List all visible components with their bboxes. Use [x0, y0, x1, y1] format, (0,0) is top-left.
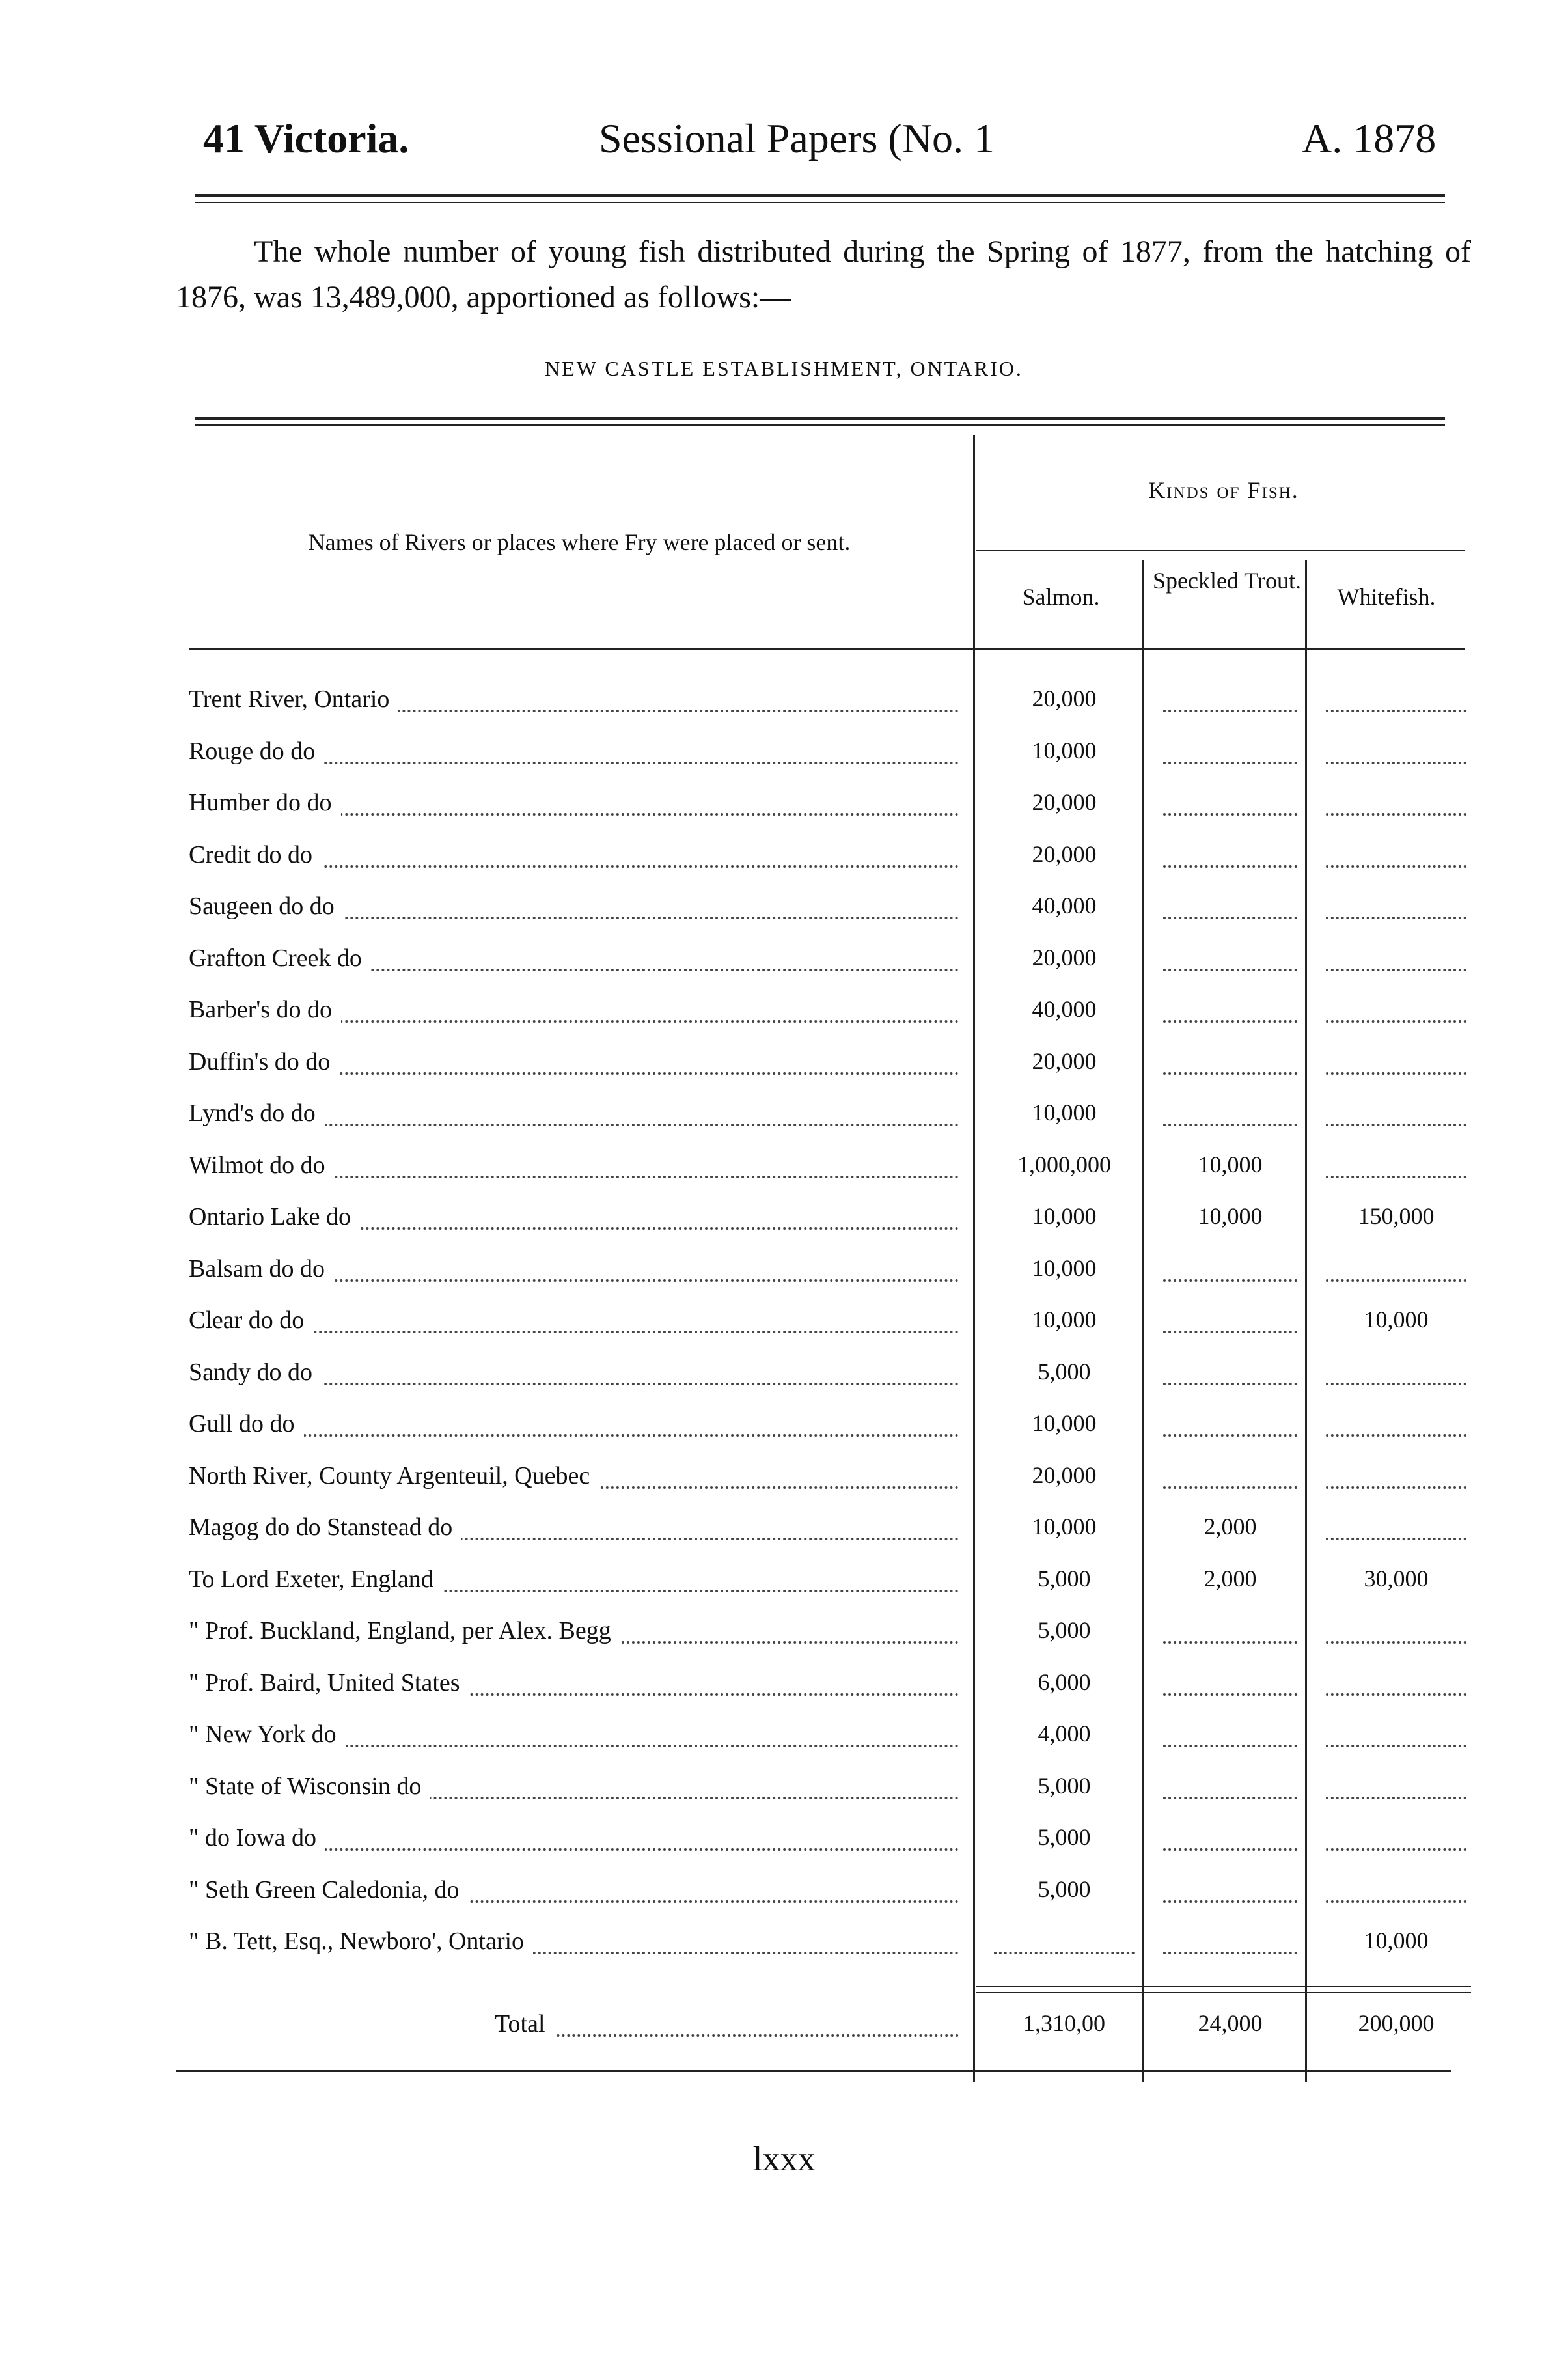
names-column-header: Names of Rivers or places where Fry were placed or sent. — [308, 529, 851, 555]
trout-cell — [1155, 892, 1305, 931]
trout-cell — [1155, 1358, 1305, 1397]
table-row — [182, 1557, 1484, 1609]
total-label-cell — [495, 2010, 967, 2049]
place-name: " Prof. Buckland, England, per Alex. Begg — [189, 1617, 620, 1644]
whitefish-cell: 150,000 — [1358, 1203, 1435, 1229]
place-name: Credit do do — [189, 841, 322, 868]
whitefish-cell — [1318, 1254, 1474, 1294]
table-row — [182, 1868, 1484, 1920]
place-name: Balsam do do — [189, 1255, 334, 1282]
place-name: Trent River, Ontario — [189, 685, 398, 713]
place-name: " B. Tett, Esq., Newboro', Ontario — [189, 1928, 533, 1955]
salmon-cell: 40,000 — [1032, 996, 1097, 1022]
table-row — [182, 1143, 1484, 1195]
whitefish-cell: 30,000 — [1364, 1565, 1429, 1592]
place-name-cell — [189, 944, 967, 983]
table-row — [182, 1247, 1484, 1299]
salmon-cell: 5,000 — [1038, 1617, 1091, 1643]
salmon-cell: 20,000 — [1032, 1461, 1097, 1488]
place-name: " State of Wisconsin do — [189, 1773, 430, 1800]
whitefish-cell — [1318, 892, 1474, 931]
trout-cell — [1155, 1616, 1305, 1655]
whitefish-cell — [1318, 737, 1474, 776]
whitefish-cell — [1318, 1720, 1474, 1759]
place-name-cell — [189, 1202, 967, 1241]
trout-cell — [1155, 1720, 1305, 1759]
salmon-cell: 1,000,000 — [1017, 1151, 1111, 1178]
salmon-cell: 20,000 — [1032, 1047, 1097, 1074]
table-row — [182, 988, 1484, 1040]
salmon-cell: 5,000 — [1038, 1876, 1091, 1902]
place-name: North River, County Argenteuil, Quebec — [189, 1462, 599, 1489]
table-row — [182, 1919, 1484, 1971]
total-label: Total — [495, 2010, 555, 2038]
intro-paragraph — [176, 229, 1471, 320]
place-name-cell — [189, 1306, 967, 1345]
trout-cell: 10,000 — [1198, 1151, 1263, 1178]
trout-cell — [1155, 788, 1305, 827]
total-salmon: 1,310,00 — [1023, 2010, 1105, 2036]
salmon-cell: 10,000 — [1032, 1254, 1097, 1281]
table-row — [182, 677, 1484, 729]
place-name-cell — [189, 1047, 967, 1087]
table-top-rule — [195, 417, 1445, 420]
salmon-cell: 10,000 — [1032, 737, 1097, 764]
place-name-cell — [189, 1565, 967, 1604]
trout-cell — [1155, 737, 1305, 776]
place-name-cell — [189, 1409, 967, 1448]
whitefish-cell — [1318, 1876, 1474, 1915]
header-title: Sessional Papers (No. 1 — [599, 115, 995, 161]
trout-cell — [1155, 1772, 1305, 1811]
trout-cell — [1155, 1099, 1305, 1138]
whitefish-cell — [1318, 788, 1474, 827]
whitefish-cell: 10,000 — [1364, 1307, 1429, 1333]
salmon-cell: 20,000 — [1032, 840, 1097, 867]
trout-cell — [1155, 1409, 1305, 1448]
whitefish-cell — [1318, 1513, 1474, 1552]
place-name: Wilmot do do — [189, 1152, 335, 1179]
place-name: " Prof. Baird, United States — [189, 1669, 469, 1696]
table-row — [182, 884, 1484, 936]
place-name-cell — [189, 1358, 967, 1397]
place-name: Magog do do Stanstead do — [189, 1514, 461, 1541]
whitefish-cell — [1318, 840, 1474, 879]
table-row — [182, 1040, 1484, 1092]
place-name: Gull do do — [189, 1410, 304, 1437]
salmon-cell: 5,000 — [1038, 1772, 1091, 1799]
place-name-cell — [189, 1151, 967, 1190]
table-row — [182, 1402, 1484, 1454]
salmon-cell: 6,000 — [1038, 1668, 1091, 1695]
place-name: Duffin's do do — [189, 1048, 339, 1075]
table-row — [182, 1609, 1484, 1661]
table-row — [182, 781, 1484, 833]
trout-cell — [1155, 1668, 1305, 1708]
place-name: Lynd's do do — [189, 1100, 325, 1127]
table-row — [182, 833, 1484, 885]
table-top-rule-thin — [195, 424, 1445, 426]
header-rule-bottom — [195, 202, 1445, 203]
place-name: Barber's do do — [189, 996, 341, 1023]
place-name-cell — [189, 1720, 967, 1759]
place-name-cell — [189, 1927, 967, 1966]
table-row — [182, 1712, 1484, 1764]
salmon-column-header: Salmon. — [1022, 584, 1100, 610]
table-row — [182, 1816, 1484, 1868]
salmon-cell: 20,000 — [1032, 944, 1097, 971]
place-name-cell — [189, 1254, 967, 1294]
whitefish-cell — [1318, 1409, 1474, 1448]
table-row — [182, 1454, 1484, 1506]
kinds-rule — [976, 550, 1465, 551]
place-name-cell — [189, 1616, 967, 1655]
whitefish-cell — [1318, 1461, 1474, 1501]
place-name: Humber do do — [189, 789, 341, 816]
table-row — [182, 1195, 1484, 1247]
whitefish-cell — [1318, 1047, 1474, 1087]
table-row — [182, 1764, 1484, 1816]
place-name-cell — [189, 1668, 967, 1708]
total-top-rule — [976, 1986, 1471, 1987]
whitefish-cell — [1318, 1668, 1474, 1708]
whitefish-cell — [1318, 1358, 1474, 1397]
table-row — [182, 1505, 1484, 1557]
total-trout: 24,000 — [1198, 2010, 1263, 2036]
salmon-cell: 10,000 — [1032, 1100, 1097, 1126]
whitefish-cell: 10,000 — [1364, 1928, 1429, 1954]
place-name-cell — [189, 737, 967, 776]
salmon-cell: 4,000 — [1038, 1721, 1091, 1747]
salmon-cell: 40,000 — [1032, 893, 1097, 919]
salmon-cell: 10,000 — [1032, 1203, 1097, 1229]
trout-cell — [1155, 1254, 1305, 1294]
kinds-of-fish-header: Kinds of Fish. — [1148, 477, 1299, 503]
table-row — [182, 729, 1484, 781]
place-name-cell — [189, 1513, 967, 1552]
trout-cell: 2,000 — [1204, 1565, 1257, 1592]
place-name-cell — [189, 685, 967, 724]
place-name-cell — [189, 892, 967, 931]
trout-cell — [1155, 1306, 1305, 1345]
place-name-cell — [189, 1099, 967, 1138]
intro-text: The whole number of young fish distributed during the Spring of 1877, from the hatching of 1876, was 13,489,000, apportioned as follows:— — [176, 234, 1471, 314]
salmon-cell: 20,000 — [1032, 789, 1097, 815]
place-name-cell — [189, 995, 967, 1034]
trout-cell — [1155, 1927, 1305, 1966]
total-row — [182, 2002, 1484, 2054]
whitefish-column-header: Whitefish. — [1337, 584, 1436, 610]
whitefish-cell — [1318, 1772, 1474, 1811]
place-name-cell — [189, 1461, 967, 1501]
place-name: " Seth Green Caledonia, do — [189, 1876, 468, 1903]
whitefish-cell — [1318, 995, 1474, 1034]
table-row — [182, 1091, 1484, 1143]
place-name-cell — [189, 1772, 967, 1811]
table-row — [182, 1661, 1484, 1713]
trout-cell — [1155, 995, 1305, 1034]
total-whitefish: 200,000 — [1358, 2010, 1435, 2036]
header-session: 41 Victoria. — [203, 115, 409, 161]
place-name: Saugeen do do — [189, 893, 344, 920]
page-number: lxxx — [752, 2139, 816, 2178]
header-year: A. 1878 — [1302, 115, 1437, 161]
trout-cell — [1155, 1047, 1305, 1087]
place-name: To Lord Exeter, England — [189, 1566, 443, 1593]
salmon-cell: 20,000 — [1032, 685, 1097, 712]
whitefish-cell — [1318, 1099, 1474, 1138]
header-rule-top — [195, 194, 1445, 197]
trout-cell: 2,000 — [1204, 1514, 1257, 1540]
table-row — [182, 1350, 1484, 1402]
place-name: Rouge do do — [189, 738, 324, 765]
whitefish-cell — [1318, 1616, 1474, 1655]
trout-cell: 10,000 — [1198, 1203, 1263, 1229]
whitefish-cell — [1318, 944, 1474, 983]
header-bottom-rule — [189, 648, 1465, 650]
page-header — [195, 115, 1451, 173]
place-name: Clear do do — [189, 1307, 313, 1334]
trout-cell — [1155, 840, 1305, 879]
trout-cell — [1155, 1461, 1305, 1501]
salmon-cell: 10,000 — [1032, 1514, 1097, 1540]
total-top-rule-thin — [976, 1992, 1471, 1993]
place-name: " do Iowa do — [189, 1824, 325, 1851]
place-name-cell — [189, 840, 967, 879]
place-name-cell — [189, 788, 967, 827]
whitefish-cell — [1318, 1823, 1474, 1862]
salmon-cell — [986, 1927, 1142, 1966]
place-name: Grafton Creek do — [189, 945, 371, 972]
place-name: Ontario Lake do — [189, 1203, 360, 1230]
place-name: Sandy do do — [189, 1359, 322, 1386]
trout-column-header-text: Speckled Trout. — [1152, 568, 1302, 594]
place-name-cell — [189, 1823, 967, 1862]
place-name: " New York do — [189, 1721, 346, 1748]
table-row — [182, 936, 1484, 988]
salmon-cell: 5,000 — [1038, 1565, 1091, 1592]
place-name-cell — [189, 1876, 967, 1915]
salmon-cell: 5,000 — [1038, 1824, 1091, 1850]
salmon-cell: 10,000 — [1032, 1307, 1097, 1333]
whitefish-cell — [1318, 1151, 1474, 1190]
trout-column-header — [1152, 568, 1302, 594]
trout-cell — [1155, 685, 1305, 724]
trout-cell — [1155, 944, 1305, 983]
salmon-cell: 10,000 — [1032, 1410, 1097, 1436]
table-row — [182, 1298, 1484, 1350]
trout-cell — [1155, 1876, 1305, 1915]
salmon-cell: 5,000 — [1038, 1358, 1091, 1385]
trout-cell — [1155, 1823, 1305, 1862]
table-bottom-rule — [176, 2070, 1451, 2072]
establishment-title: NEW CASTLE ESTABLISHMENT, ONTARIO. — [545, 357, 1023, 380]
whitefish-cell — [1318, 685, 1474, 724]
